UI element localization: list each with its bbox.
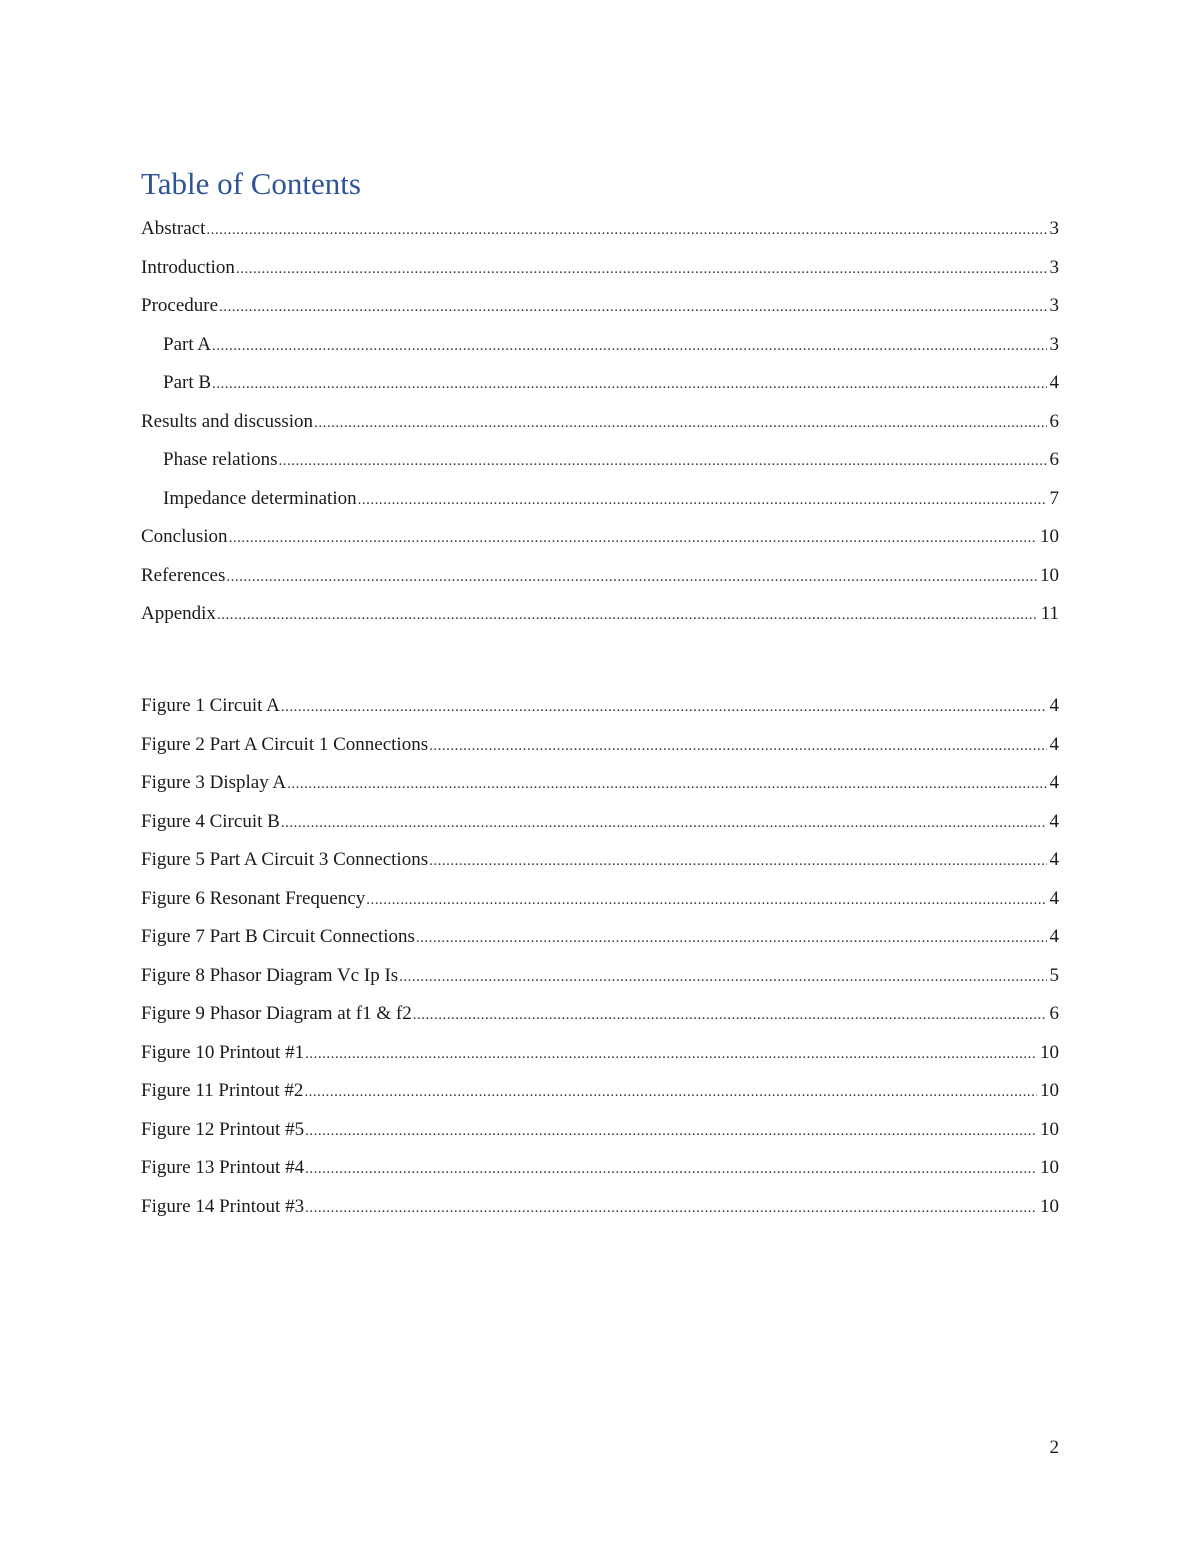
figure-entry-label: Figure 5 Part A Circuit 3 Connections (141, 849, 429, 870)
figure-entry[interactable] (141, 766, 1059, 805)
toc-entry-label: Abstract (141, 218, 206, 239)
dot-leader (366, 883, 1046, 917)
toc-entry[interactable] (141, 251, 1059, 290)
toc-entry-page: 3 (1049, 333, 1059, 355)
dot-leader (212, 367, 1046, 401)
figure-entry-label: Figure 14 Printout #3 (141, 1195, 305, 1217)
dot-leader (358, 483, 1047, 517)
dot-leader (305, 1037, 1037, 1071)
figure-entry-page: 10 (1040, 1195, 1059, 1217)
dot-leader (206, 213, 1046, 247)
toc-subentry[interactable] (141, 482, 1059, 521)
dot-leader (229, 521, 1037, 555)
toc-entry[interactable] (141, 520, 1059, 559)
dot-leader (279, 444, 1047, 478)
toc-entry-page: 10 (1040, 526, 1059, 547)
figure-entry-label: Figure 9 Phasor Diagram at f1 & f2 (141, 1003, 412, 1024)
toc-entry-page: 3 (1049, 295, 1059, 316)
table-of-figures (141, 689, 1059, 1228)
figure-entry[interactable] (141, 882, 1059, 921)
toc-heading: Table of Contents (141, 166, 361, 201)
figure-entry-label: Figure 3 Display A (141, 772, 287, 793)
toc-entry-label: Procedure (141, 295, 219, 316)
figure-entry-page: 6 (1049, 1003, 1059, 1024)
toc-entry-page: 6 (1049, 410, 1059, 432)
toc-entry-page: 7 (1049, 487, 1059, 509)
figure-entry-label: Figure 12 Printout #5 (141, 1118, 305, 1140)
dot-leader (236, 252, 1047, 286)
toc-entry-page: 6 (1049, 449, 1059, 470)
figure-entry[interactable] (141, 689, 1059, 728)
figure-entry-label: Figure 13 Printout #4 (141, 1157, 305, 1178)
figure-entry-label: Figure 7 Part B Circuit Connections (141, 926, 415, 947)
dot-leader (399, 960, 1046, 994)
toc-entry-label: Results and discussion (141, 410, 314, 432)
figure-entry-label: Figure 6 Resonant Frequency (141, 887, 366, 909)
figure-entry-page: 5 (1049, 964, 1059, 986)
figure-entry[interactable] (141, 959, 1059, 998)
dot-leader (287, 767, 1046, 801)
figure-entry-label: Figure 1 Circuit A (141, 695, 280, 716)
dot-leader (212, 329, 1046, 363)
dot-leader (416, 921, 1047, 955)
toc-entry-label: Impedance determination (163, 487, 357, 509)
figure-entry[interactable] (141, 843, 1059, 882)
toc-entry-label: References (141, 564, 226, 586)
page-number: 2 (1049, 1437, 1059, 1458)
toc-entry[interactable] (141, 212, 1059, 251)
figure-entry-page: 10 (1040, 1157, 1059, 1178)
figure-entry-page: 4 (1049, 733, 1059, 755)
dot-leader (281, 690, 1047, 724)
figure-entry[interactable] (141, 1036, 1059, 1075)
dot-leader (305, 1152, 1037, 1186)
figure-entry-label: Figure 2 Part A Circuit 1 Connections (141, 733, 429, 755)
figure-entry-page: 10 (1040, 1041, 1059, 1063)
toc-entry-label: Part A (163, 333, 212, 355)
figure-entry[interactable] (141, 1151, 1059, 1190)
dot-leader (217, 598, 1038, 632)
toc-entry[interactable] (141, 597, 1059, 636)
toc-entry-page: 11 (1040, 603, 1059, 624)
figure-entry-page: 4 (1049, 810, 1059, 832)
dot-leader (314, 406, 1046, 440)
figure-entry[interactable] (141, 1190, 1059, 1229)
figure-entry-label: Figure 8 Phasor Diagram Vc Ip Is (141, 964, 399, 986)
figure-entry[interactable] (141, 1074, 1059, 1113)
toc-entry-page: 10 (1040, 564, 1059, 586)
toc-subentry[interactable] (141, 443, 1059, 482)
toc-entry[interactable] (141, 559, 1059, 598)
figure-entry-page: 4 (1049, 695, 1059, 716)
figure-entry-label: Figure 4 Circuit B (141, 810, 280, 832)
figure-entry-page: 4 (1049, 926, 1059, 947)
toc-entry[interactable] (141, 289, 1059, 328)
toc-entry-label: Appendix (141, 603, 216, 624)
figure-entry-label: Figure 11 Printout #2 (141, 1080, 304, 1101)
dot-leader (281, 806, 1047, 840)
figure-entry[interactable] (141, 1113, 1059, 1152)
figure-entry-page: 10 (1040, 1118, 1059, 1140)
figure-entry[interactable] (141, 920, 1059, 959)
figure-entry-page: 10 (1040, 1080, 1059, 1101)
figure-entry[interactable] (141, 805, 1059, 844)
toc-entry-label: Conclusion (141, 526, 228, 547)
toc-entry-label: Phase relations (163, 449, 278, 470)
toc-subentry[interactable] (141, 366, 1059, 405)
toc-entry-label: Part B (163, 372, 212, 393)
toc-entry-label: Introduction (141, 256, 235, 278)
figure-entry-page: 4 (1049, 887, 1059, 909)
table-of-contents (141, 212, 1059, 636)
dot-leader (305, 1191, 1037, 1225)
dot-leader (219, 290, 1046, 324)
figure-entry-label: Figure 10 Printout #1 (141, 1041, 305, 1063)
dot-leader (429, 729, 1046, 763)
dot-leader (226, 560, 1037, 594)
figure-entry-page: 4 (1049, 772, 1059, 793)
toc-entry-page: 3 (1049, 256, 1059, 278)
toc-subentry[interactable] (141, 328, 1059, 367)
dot-leader (429, 844, 1046, 878)
toc-entry-page: 4 (1049, 372, 1059, 393)
figure-entry[interactable] (141, 997, 1059, 1036)
figure-entry[interactable] (141, 728, 1059, 767)
toc-entry-page: 3 (1049, 218, 1059, 239)
dot-leader (413, 998, 1047, 1032)
dot-leader (304, 1075, 1037, 1109)
figure-entry-page: 4 (1049, 849, 1059, 870)
toc-entry[interactable] (141, 405, 1059, 444)
dot-leader (305, 1114, 1037, 1148)
